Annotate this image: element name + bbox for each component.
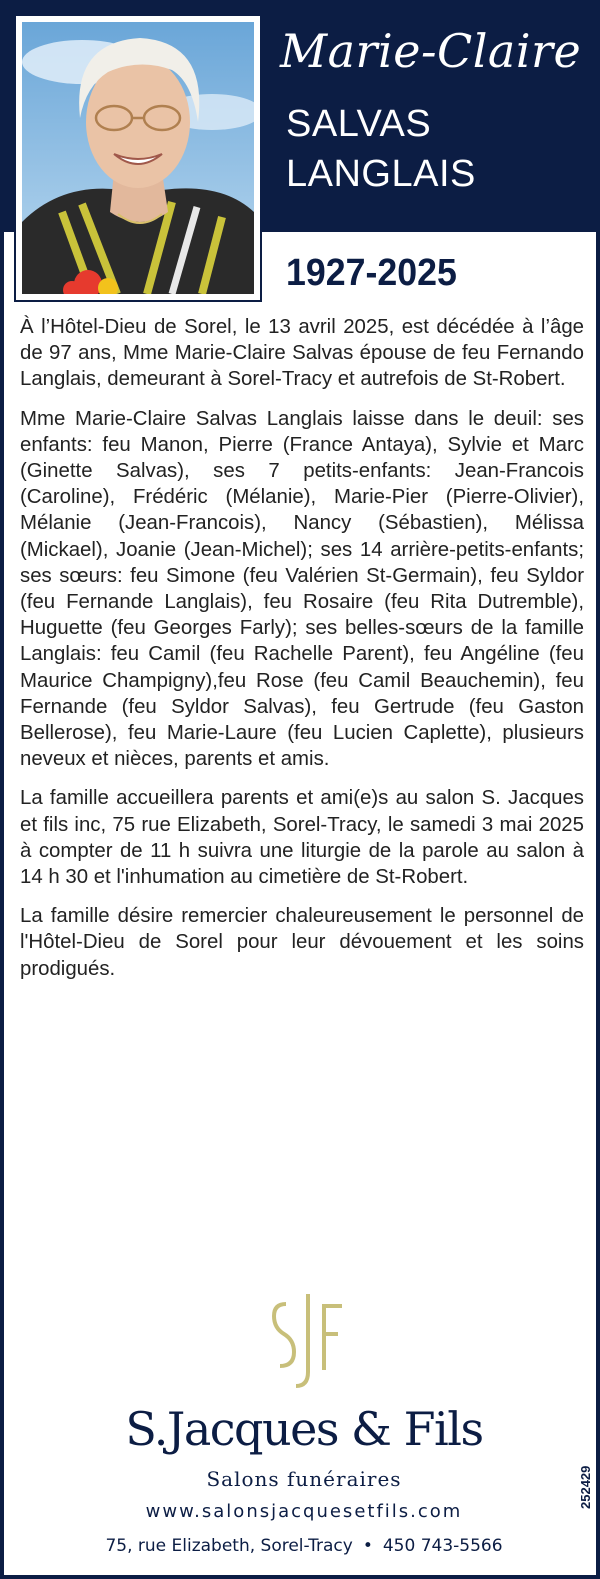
first-name: Marie-Claire — [280, 24, 582, 78]
portrait-image — [22, 22, 254, 294]
portrait-photo — [14, 14, 262, 302]
funeral-home-name: S.Jacques & Fils — [125, 1402, 483, 1456]
paragraph-family: Mme Marie-Claire Salvas Langlais laisse dans le deuil: ses enfants: feu Manon, Pierre (France Antaya), Sylvie et Marc (Ginette Salvas), ses 7 petits-enfants: Jean-Francois (Caroline), Frédéric (Mélanie), Marie-Pier (Pierre-Olivier), Mélanie (Jean-Francois), Nancy (Sébastien), Mélissa (Mickael), Joanie (Jean-Michel); ses 14 arrière-petits-enfants; ses sœurs: feu Simone (feu Valérien St-Germain), feu Syldor (feu Fernande Langlais), feu Rosaire (feu Rita Dutremble), Huguette (feu Georges Farly); ses belles-sœurs de la famille Langlais: feu Camil (feu Rachelle Parent), feu Angéline (feu Maurice Champigny),feu Rose (feu Camil Beauchemin), feu Fernande (feu Syldor Salvas), feu Gertrude (feu Gaston Bellerose), feu Marie-Laure (feu Lucien Caplette), plusieurs neveux et nièces, parents et amis. — [20, 407, 584, 771]
ad-reference-number: 252429 — [578, 1465, 593, 1509]
funeral-home-contact — [4, 1534, 600, 1558]
separator-dot: • — [362, 1536, 373, 1556]
funeral-home-address: 75, rue Elizabeth, Sorel-Tracy — [105, 1536, 353, 1556]
surname-line-1: SALVAS — [286, 103, 432, 145]
funeral-home-subtitle: Salons funéraires — [206, 1467, 402, 1491]
paragraph-death: À l’Hôtel-Dieu de Sorel, le 13 avril 2025, est décédée à l’âge de 97 ans, Mme Marie-Claire Salvas épouse de feu Fernando Langlais, demeurant à Sorel-Tracy et autrefois de St-Robert. — [20, 316, 584, 391]
sjf-monogram-icon — [266, 1290, 348, 1390]
obituary-body — [20, 314, 584, 982]
funeral-home-phone[interactable]: 450 743-5566 — [382, 1536, 503, 1556]
surname-line-2: LANGLAIS — [286, 153, 476, 195]
paragraph-thanks: La famille désire remercier chaleureusement le personnel de l'Hôtel-Dieu de Sorel pour leur dévouement et les soins prodigués. — [20, 905, 584, 980]
life-years: 1927-2025 — [286, 252, 457, 294]
funeral-home-website[interactable]: www.salonsjacquesetfils.com — [145, 1501, 463, 1522]
paragraph-visitation: La famille accueillera parents et ami(e)s au salon S. Jacques et fils inc, 75 rue Elizabeth, Sorel-Tracy, le samedi 3 mai 2025 à compter de 11 h suivra une liturgie de la parole au salon à 14 h 30 et l'inhumation au cimetière de St-Robert. — [20, 787, 584, 889]
